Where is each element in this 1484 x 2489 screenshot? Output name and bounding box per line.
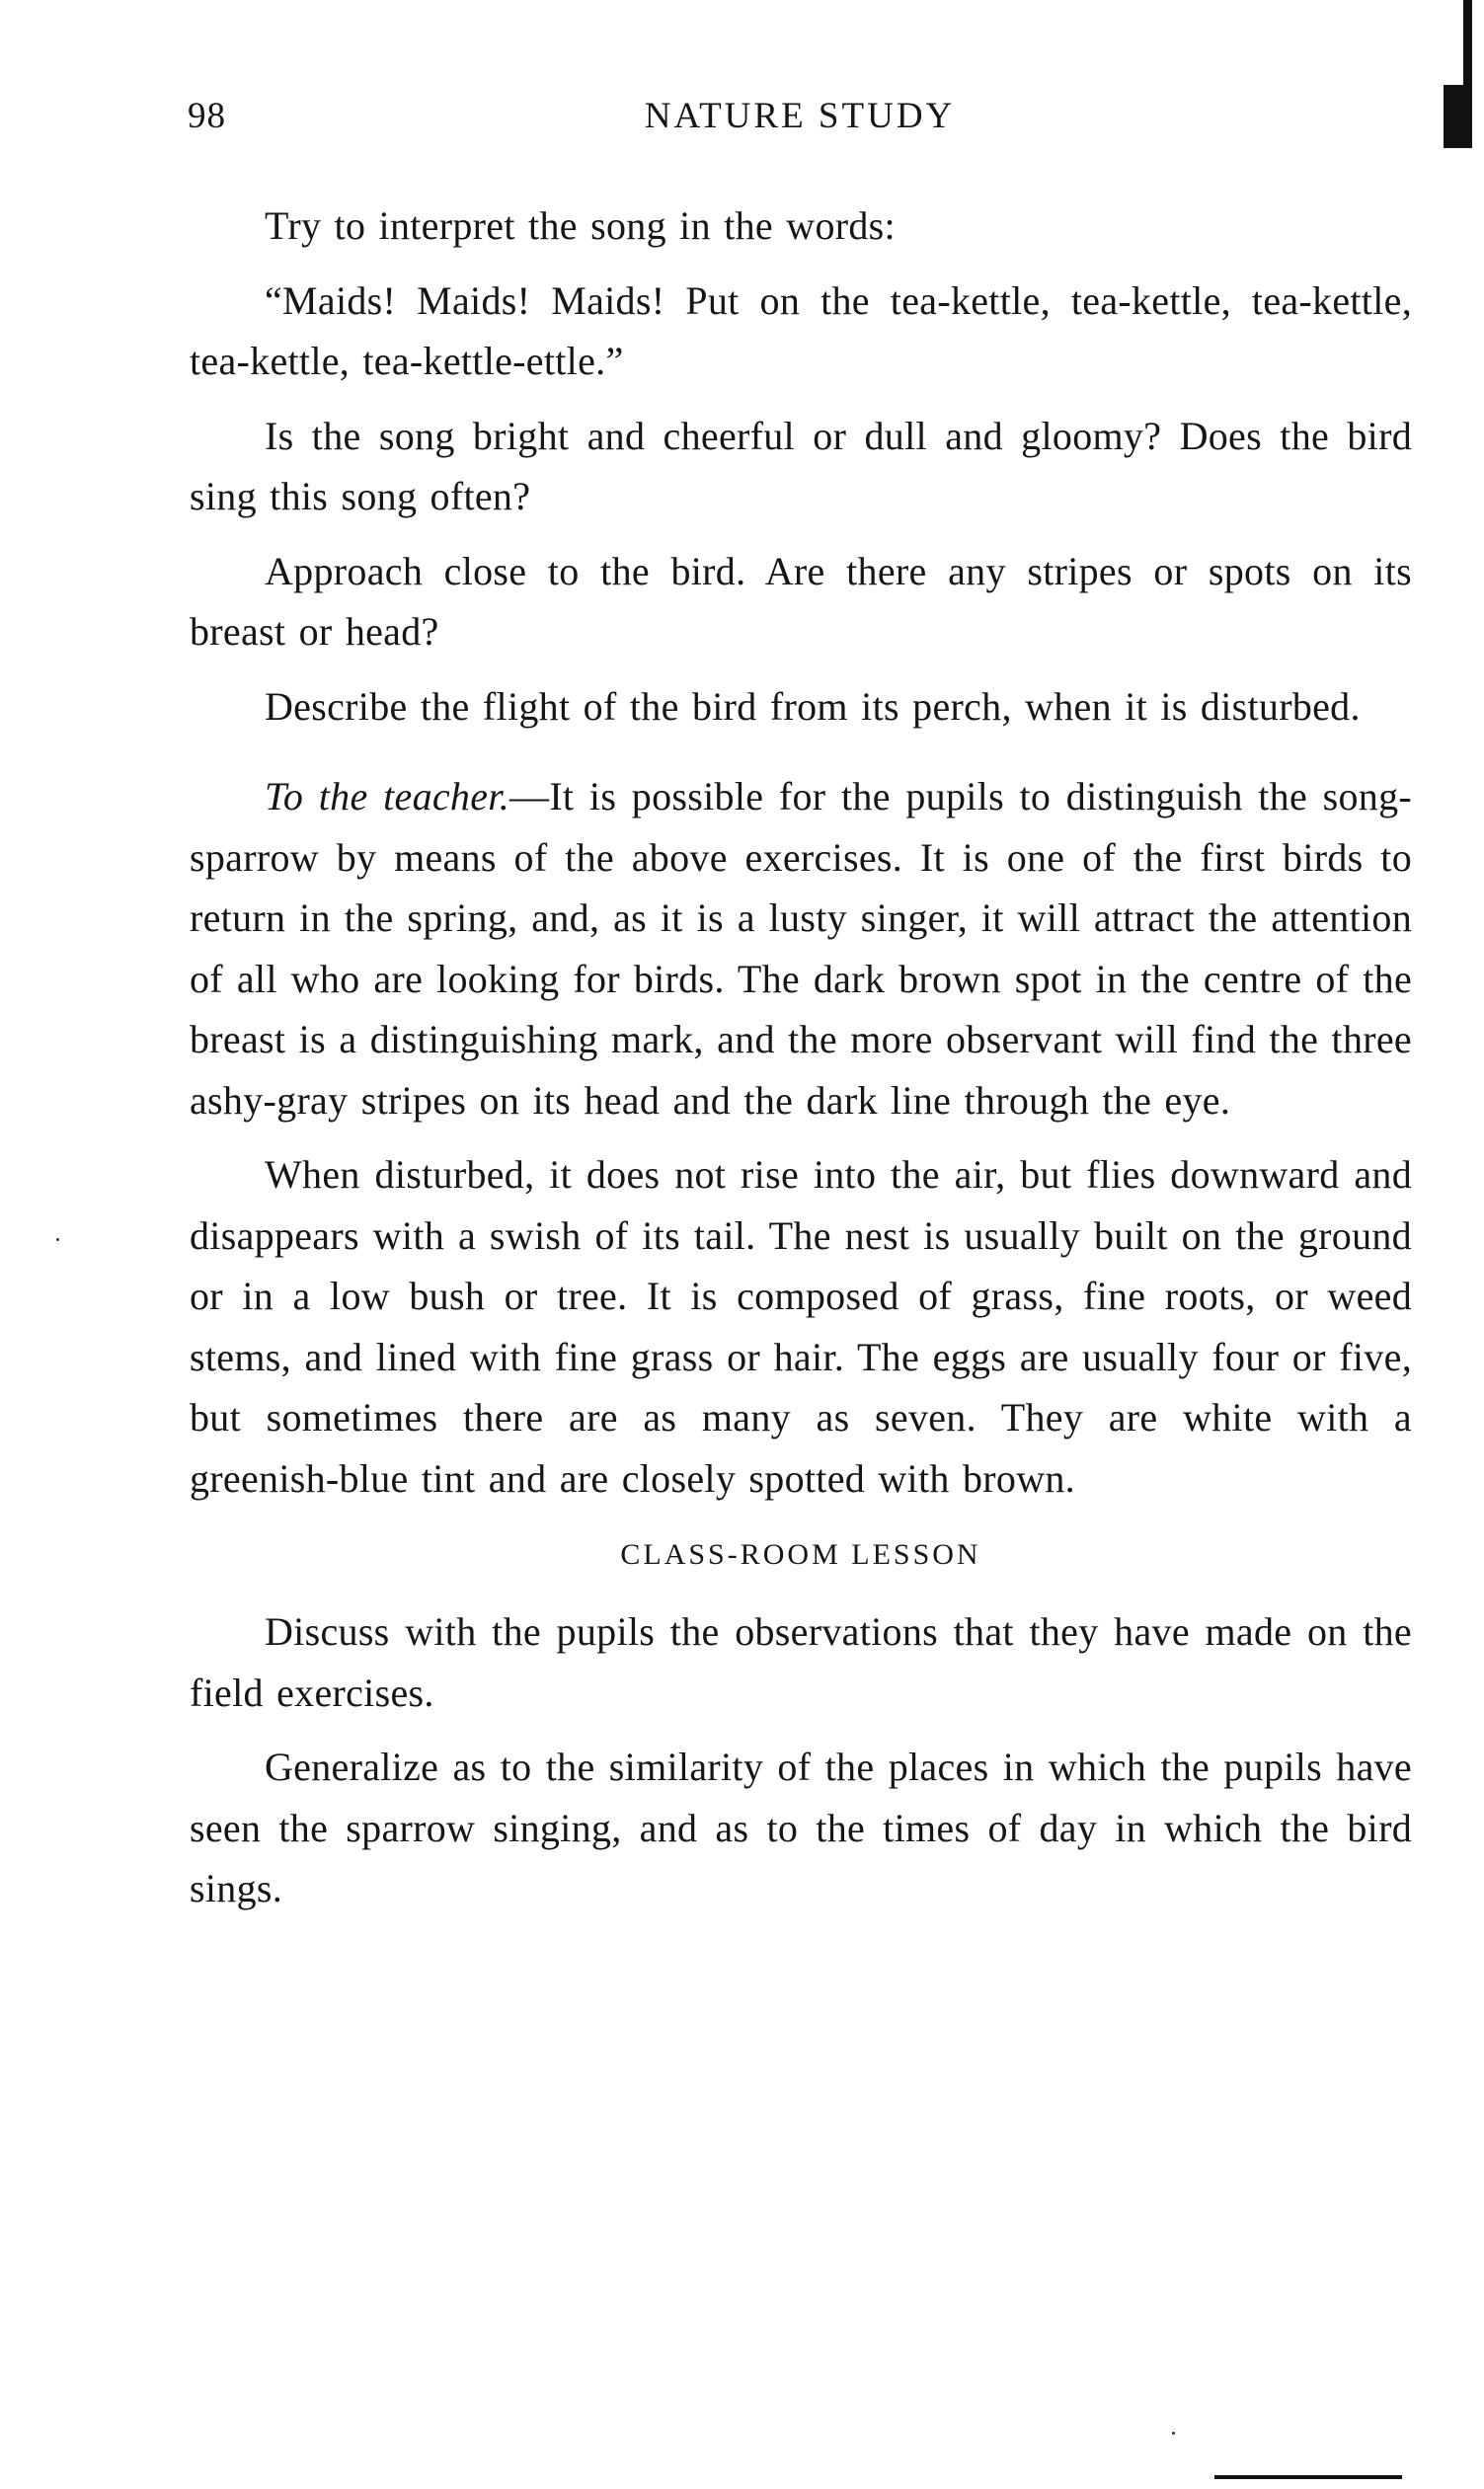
scan-speck: [1172, 2432, 1175, 2435]
to-teacher-body: —It is possible for the pupils to distinguish the song-sparrow by means of the above exercises. It is one of the first birds to return in the spring, and, as it is a lusty singer, it will attract the attention of all who are looking for birds. The dark brown spot in the centre of the breast is a distinguishing mark, and the more observant will find the three ashy-gray stripes on its head and the dark line through the eye.: [190, 774, 1413, 1123]
paragraph-when-disturbed: When disturbed, it does not rise into the air, but flies downward and disappears with a swish of its tail. The nest is usually built on the ground or in a low bush or tree. It is composed of grass, fine roots, or weed stems, and lined with fine grass or hair. The eggs are usually four or five, but sometimes there are as many as seven. They are white with a greenish-blue tint and are closely spotted with brown.: [190, 1152, 1412, 1501]
paragraph-generalize: Generalize as to the similarity of the places in which the pupils have seen the sparrow singing, and as to the times of day in which the bird sings.: [190, 1745, 1412, 1910]
page-header: [188, 95, 1412, 144]
paragraph-approach-bird: Approach close to the bird. Are there any stripes or spots on its breast or head?: [190, 548, 1412, 654]
paragraph-to-teacher: [190, 766, 1412, 1130]
body-text: [190, 195, 1412, 1933]
bottom-rule: [1214, 2475, 1402, 2479]
paragraph-interpret-song: Try to interpret the song in the words:: [265, 203, 896, 248]
to-teacher-lead: To the teacher.: [265, 774, 510, 818]
paragraph-song-mood: Is the song bright and cheerful or dull and gloomy? Does the bird sing this song often?: [190, 413, 1412, 518]
section-heading: CLASS-ROOM LESSON: [620, 1538, 981, 1571]
paragraph-discuss: Discuss with the pupils the observations that they have made on the field exercises.: [190, 1609, 1412, 1715]
running-head: NATURE STUDY: [644, 96, 956, 136]
page-edge-mark: [1438, 0, 1477, 148]
paragraph-song-words: “Maids! Maids! Maids! Put on the tea-kettle, tea-kettle, tea-kettle, tea-kettle, tea-kettle-ettle.”: [190, 277, 1412, 383]
page-number: 98: [188, 96, 226, 136]
paragraph-describe-flight: Describe the flight of the bird from its perch, when it is disturbed.: [265, 683, 1361, 729]
scan-speck: [56, 1238, 59, 1241]
